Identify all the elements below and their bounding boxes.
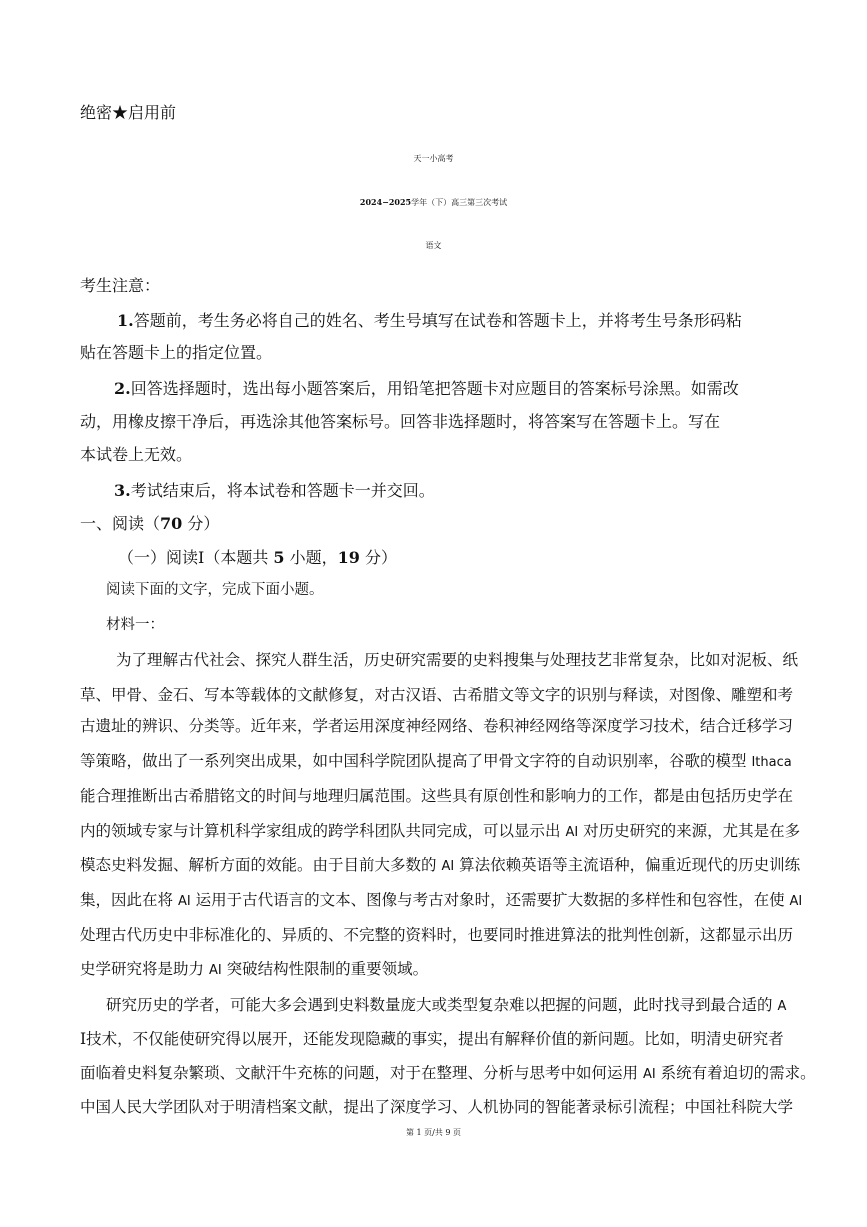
passage-line [80, 959, 428, 981]
section-heading-unit: 分） [182, 514, 220, 533]
subsection-question-count: 5 [273, 548, 285, 567]
passage-term: AI [789, 894, 803, 909]
passage-line [80, 751, 792, 773]
section-heading [80, 513, 219, 535]
passage-text: 等策略，做出了一系列突出成果，如中国科学院团队提高了甲骨文字符的自动识别率，谷歌的模型 [80, 752, 752, 770]
passage-line [80, 821, 800, 843]
subsection-heading [118, 547, 397, 569]
passage-term: AI [441, 859, 455, 874]
notice-item-1-text: 答题前，考生务必将自己的姓名、考生号填写在试卷和答题卡上，并将考生号条形码粘 [133, 311, 742, 330]
passage-text: 系统有着迫切的需求。 [655, 1064, 816, 1082]
notice-item-3 [114, 480, 435, 502]
exam-subject: 语文 [425, 241, 442, 250]
notice-item-3-number: 3. [114, 481, 131, 500]
passage-line [80, 890, 802, 912]
passage-model-name: Ithaca [751, 755, 792, 770]
passage-line: 为了理解古代社会、探究人群生活，历史研究需要的史料搜集与处理技艺非常复杂，比如对泥板、纸 [116, 651, 799, 669]
passage-term: AI [177, 894, 191, 909]
passage-line [106, 995, 786, 1017]
notice-item-3-text: 考试结束后，将本试卷和答题卡一并交回。 [130, 481, 435, 500]
confidential-label: 绝密★启用前 [80, 103, 177, 122]
passage-text: 模态史料发掘、解析方面的效能。由于目前大多数的 [80, 856, 442, 874]
passage-term: AI [208, 963, 222, 978]
notice-item-2 [114, 378, 739, 400]
passage-text: 集，因此在将 [80, 891, 178, 909]
material-label: 材料一： [106, 617, 164, 633]
passage-term: AI [642, 1067, 656, 1082]
notice-item-1-cont: 贴在答题卡上的指定位置。 [80, 343, 273, 362]
passage-line: 古遗址的辨识、分类等。近年来，学者运用深度神经网络、卷积神经网络等深度学习技术，结合迁移学习 [80, 717, 794, 735]
passage-text: 突破结构性限制的重要领域。 [221, 960, 429, 978]
passage-text: 内的领域专家与计算机科学家组成的跨学科团队共同完成，可以显示出 [80, 822, 566, 840]
section-score: 70 [160, 514, 183, 533]
passage-line [80, 855, 800, 877]
notice-item-2-cont2: 本试卷上无效。 [80, 445, 193, 464]
notice-item-2-number: 2. [114, 379, 131, 398]
passage-line: I技术，不仅能使研究得以展开，还能发现隐藏的事实，提出有解释价值的新问题。比如，明清史研究者 [80, 1030, 784, 1048]
subsection-heading-text: （一）阅读Ⅰ（本题共 [118, 548, 274, 567]
passage-line: 草、甲骨、金石、写本等载体的文献修复，对古汉语、古希腊文等文字的识别与释读，对图像、雕塑和考 [80, 686, 794, 704]
passage-line [80, 1063, 816, 1085]
passage-text: 运用于古代语言的文本、图像与考古对象时，还需要扩大数据的多样性和包容性，在使 [190, 891, 790, 909]
notice-item-1 [117, 310, 742, 332]
subsection-heading-mid: 小题， [284, 548, 338, 567]
passage-term: A [777, 999, 787, 1014]
passage-line: 处理古代历史中非标准化的、异质的、不完整的资料时，也要同时推进算法的批判性创新，这都显示出历 [80, 926, 794, 944]
section-heading-text: 一、阅读（ [80, 514, 161, 533]
subsection-score: 19 [337, 548, 360, 567]
passage-term: AI [565, 825, 579, 840]
passage-text: 研究历史的学者，可能大多会遇到史料数量庞大或类型复杂难以把握的问题，此时找寻到最合适的 [106, 996, 778, 1014]
reading-instruction: 阅读下面的文字，完成下面小题。 [106, 582, 324, 598]
notice-item-2-cont1: 动，用橡皮擦干净后，再选涂其他答案标号。回答非选择题时，将答案写在答题卡上。写在 [80, 412, 721, 431]
exam-organizer: 天一小高考 [413, 154, 454, 163]
notice-item-2-text: 回答选择题时，选出每小题答案后，用铅笔把答题卡对应题目的答案标号涂黑。如需改 [130, 379, 739, 398]
exam-title [0, 188, 867, 217]
passage-text: 对历史研究的来源，尤其是在多 [578, 822, 801, 840]
notice-item-1-number: 1. [117, 311, 134, 330]
page-number: 第 1 页/共 9 页 [405, 1128, 462, 1137]
exam-title-text: 学年（下）高三第三次考试 [411, 198, 508, 207]
passage-text: 史学研究将是助力 [80, 960, 209, 978]
passage-text: 算法依赖英语等主流语种，偏重近现代的历史训练 [454, 856, 801, 874]
exam-year: 2024−2025 [359, 197, 412, 207]
subsection-heading-unit: 分） [359, 548, 398, 567]
passage-text: 面临着史料复杂繁琐、文献汗牛充栋的问题，对于在整理、分析与思考中如何运用 [80, 1064, 643, 1082]
notice-heading: 考生注意： [80, 276, 161, 295]
passage-line: 能合理推断出古希腊铭文的时间与地理归属范围。这些具有原创性和影响力的工作，都是由包括历史学在 [80, 787, 794, 805]
passage-line: 中国人民大学团队对于明清档案文献，提出了深度学习、人机协同的智能著录标引流程；中国社科院大学 [80, 1098, 794, 1116]
